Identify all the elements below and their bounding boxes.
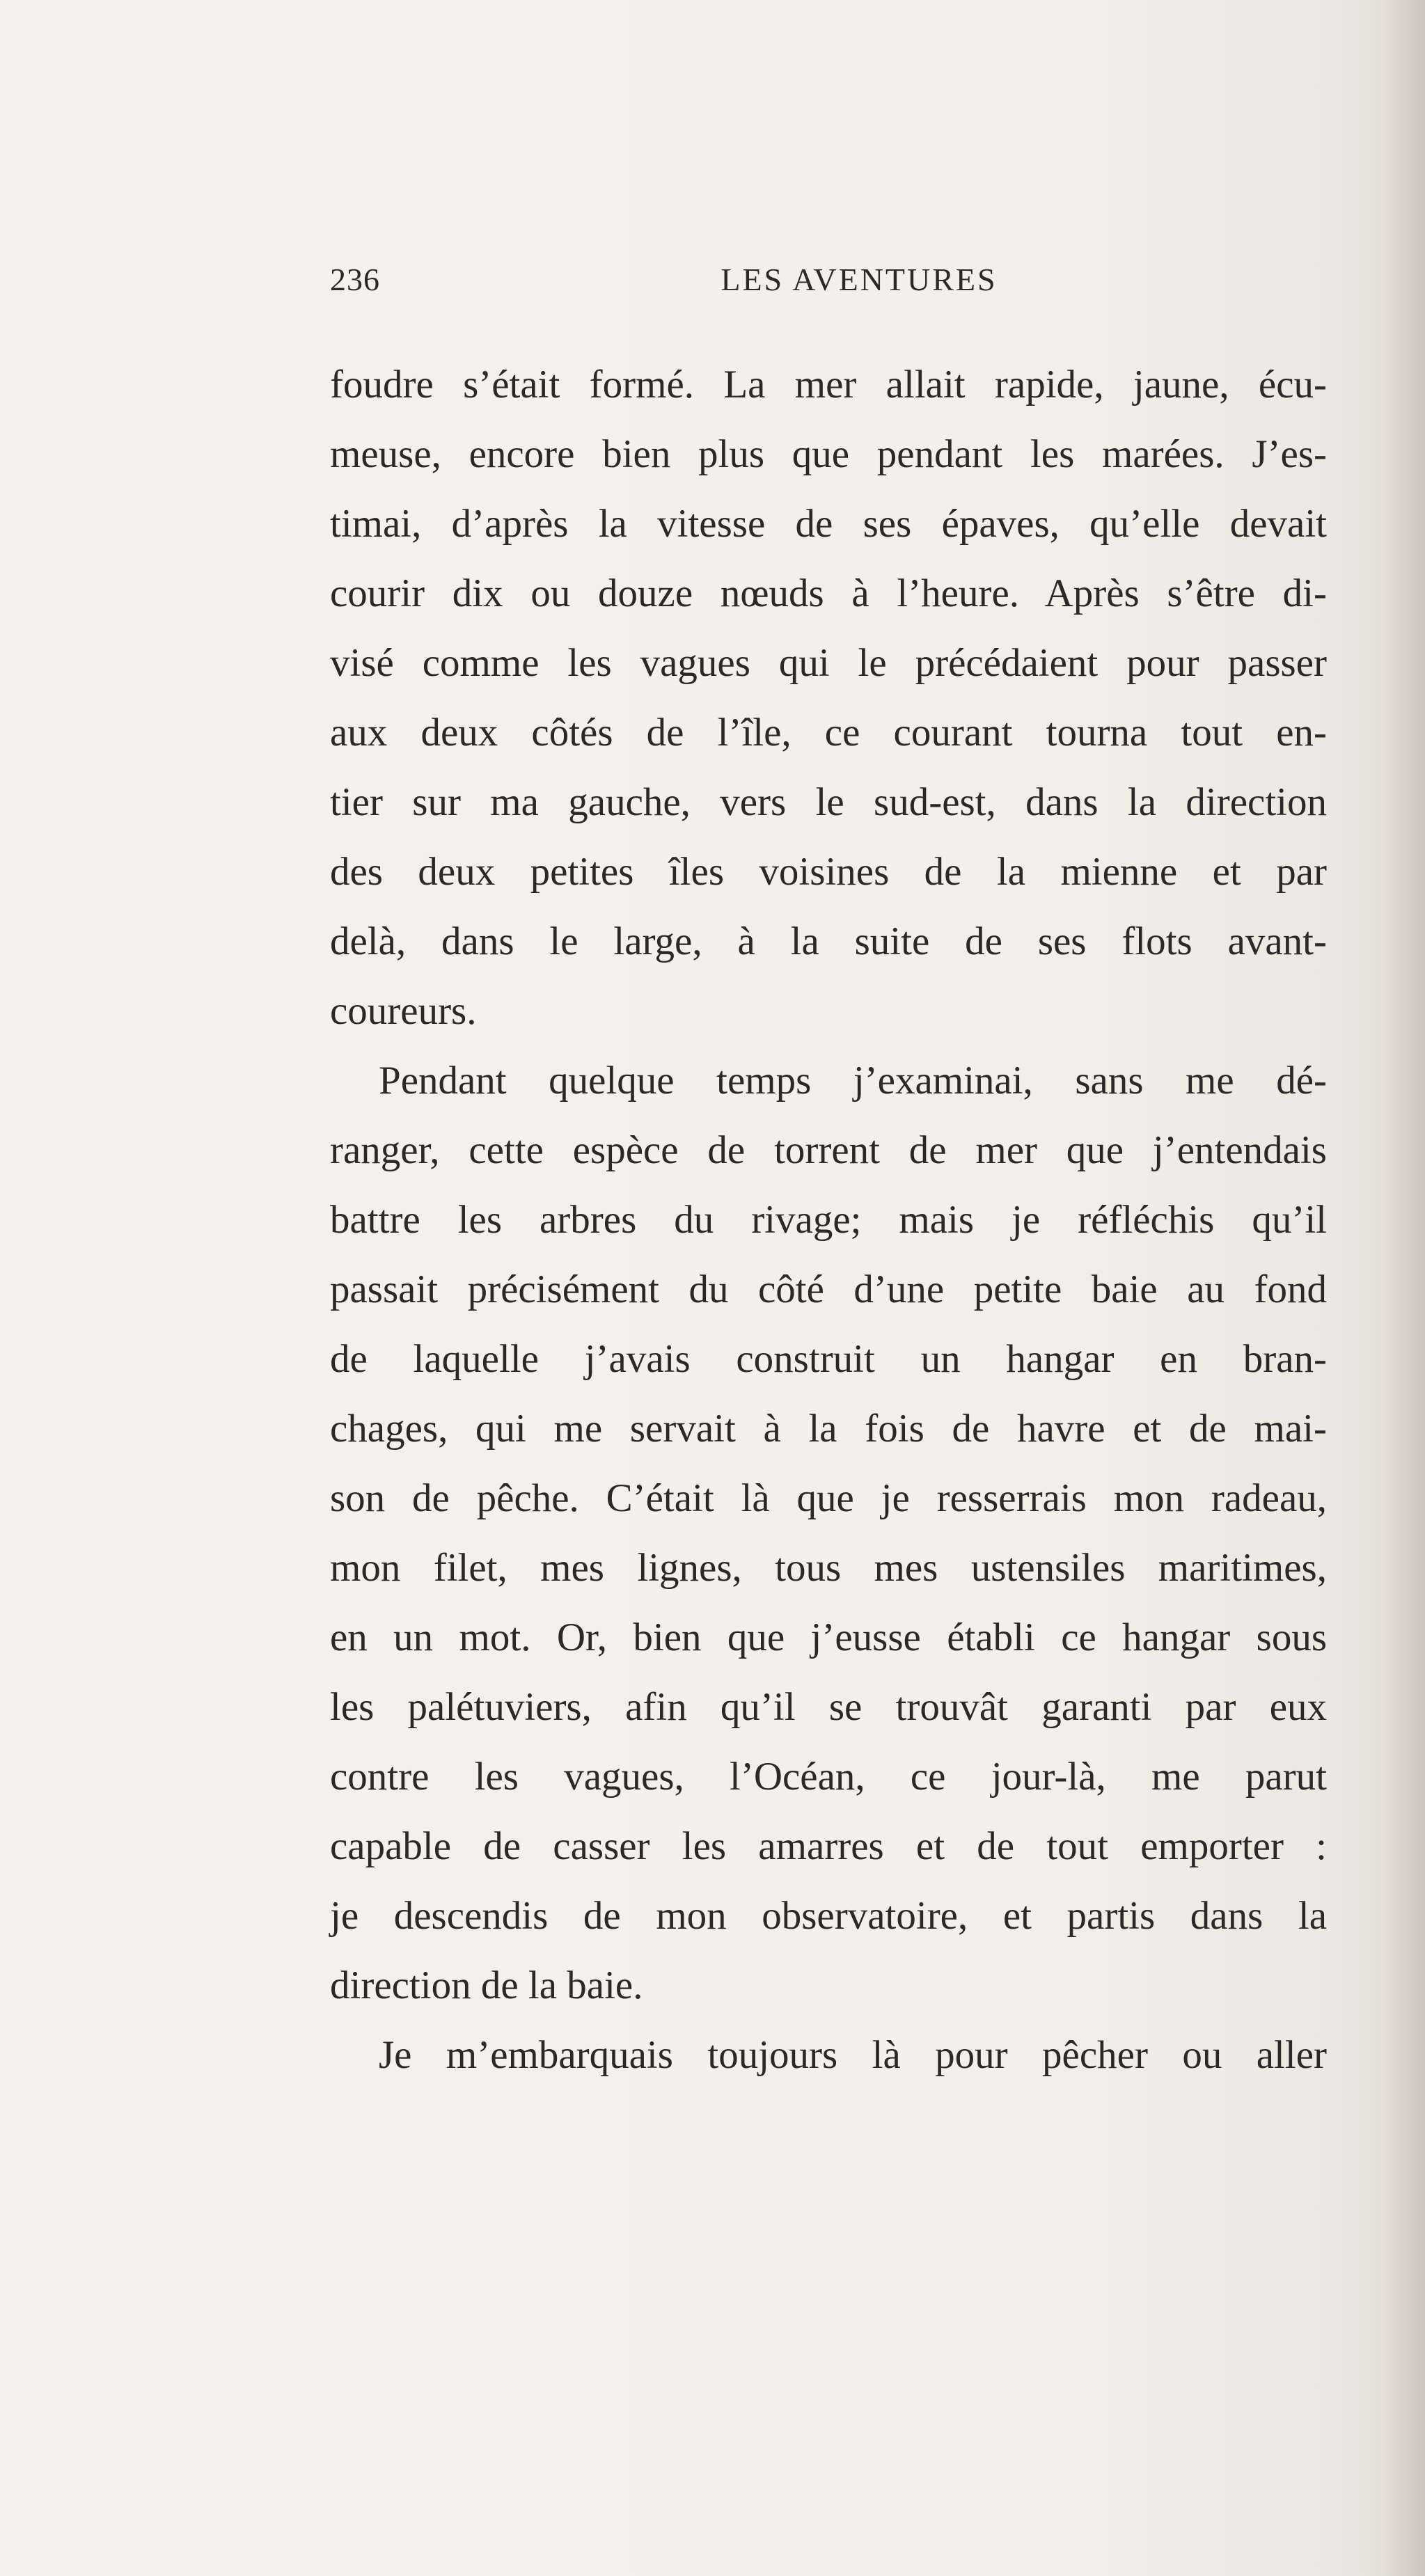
text-line: mon filet, mes lignes, tous mes ustensiles maritimes, <box>330 1546 1327 1590</box>
text-line: visé comme les vagues qui le précédaient pour passer <box>330 641 1327 685</box>
text-line: aux deux côtés de l’île, ce courant tourna tout en- <box>330 711 1327 754</box>
text-line: foudre s’était formé. La mer allait rapide, jaune, écu- <box>330 363 1327 406</box>
text-line: courir dix ou douze nœuds à l’heure. Après s’être di- <box>330 571 1327 615</box>
text-line: son de pêche. C’était là que je resserrais mon radeau, <box>330 1476 1327 1520</box>
text-line: battre les arbres du rivage; mais je réfléchis qu’il <box>330 1198 1327 1242</box>
body-text <box>330 350 1327 2090</box>
paragraph-start-line: Pendant quelque temps j’examinai, sans me dé- <box>379 1059 1327 1103</box>
text-line: meuse, encore bien plus que pendant les marées. J’es- <box>330 432 1327 476</box>
text-line: capable de casser les amarres et de tout emporter : <box>330 1824 1327 1868</box>
paragraph-end-line: direction de la baie. <box>330 1963 643 2007</box>
paragraph-start-line: Je m’embarquais toujours là pour pêcher ou aller <box>379 2033 1327 2077</box>
text-line: contre les vagues, l’Océan, ce jour-là, me parut <box>330 1755 1327 1799</box>
text-line: ranger, cette espèce de torrent de mer que j’entendais <box>330 1128 1327 1172</box>
text-line: en un mot. Or, bien que j’eusse établi ce hangar sous <box>330 1615 1327 1659</box>
paragraph-end-line: coureurs. <box>330 989 477 1033</box>
text-line: delà, dans le large, à la suite de ses flots avant- <box>330 919 1327 963</box>
text-line: les palétuviers, afin qu’il se trouvât garanti par eux <box>330 1685 1327 1729</box>
text-line: chages, qui me servait à la fois de havre et de mai- <box>330 1407 1327 1451</box>
page-number: 236 <box>330 262 380 297</box>
text-line: timai, d’après la vitesse de ses épaves, qu’elle devait <box>330 502 1327 546</box>
text-line: des deux petites îles voisines de la mienne et par <box>330 850 1327 894</box>
running-header <box>330 261 1327 303</box>
text-line: je descendis de mon observatoire, et partis dans la <box>330 1894 1327 1938</box>
running-title: LES AVENTURES <box>721 262 998 297</box>
text-line: de laquelle j’avais construit un hangar en bran- <box>330 1337 1327 1381</box>
text-line: passait précisément du côté d’une petite baie au fond <box>330 1267 1327 1311</box>
binding-shadow <box>1383 0 1425 2576</box>
text-line: tier sur ma gauche, vers le sud-est, dans la direction <box>330 780 1327 824</box>
